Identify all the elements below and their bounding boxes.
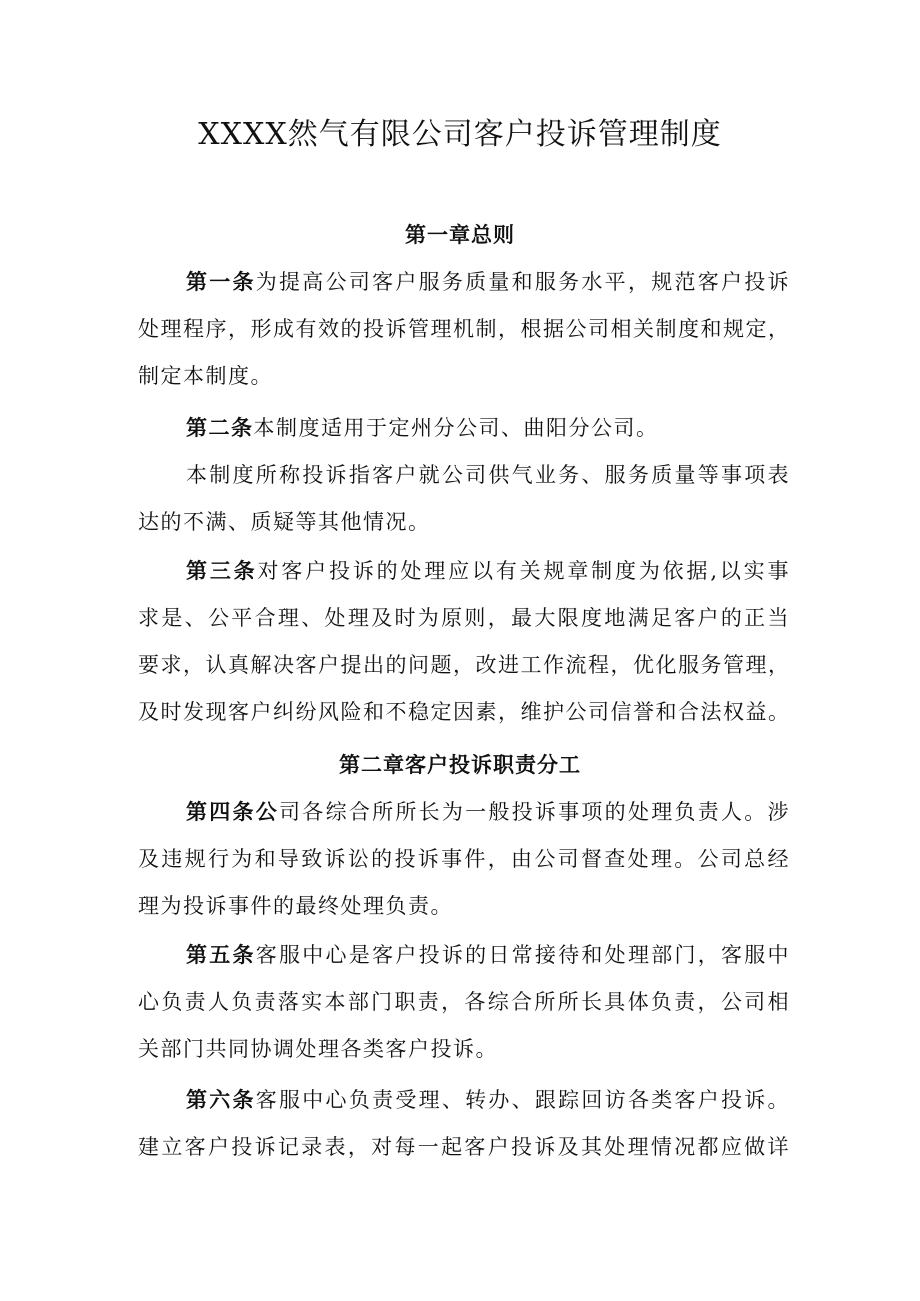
article-5-label: 第五条 [186, 942, 256, 967]
article-1-line-1 [138, 267, 790, 314]
article-2-p2-line-2: 达的不满、质疑等其他情况。 [138, 510, 431, 534]
article-5-line-1 [138, 940, 790, 987]
article-1 [138, 267, 790, 408]
article-4-line-2: 及违规行为和导致诉讼的投诉事件，由公司督查处理。公司总经 [138, 847, 790, 871]
article-6-text: 客服中心负责受理、转办、跟踪回访各类客户投诉。 [255, 1088, 790, 1112]
article-5-line-3: 关部门共同协调处理各类客户投诉。 [138, 1037, 498, 1061]
chapter-2-heading: 第二章客户投诉职责分工 [339, 752, 581, 777]
article-1-text: 为提高公司客户服务质量和服务水平，规范客户投诉 [255, 270, 790, 294]
article-6-line-1 [138, 1085, 790, 1132]
article-3-line-2: 求是、公平合理、处理及时为原则，最大限度地满足客户的正当 [138, 606, 790, 630]
article-2-text: 本制度适用于定州分公司、曲阳分公司。 [253, 416, 659, 440]
article-2-p2-line-1: 本制度所称投诉指客户就公司供气业务、服务质量等事项表 [186, 463, 790, 487]
chapter-1-heading: 第一章总则 [405, 222, 515, 247]
article-2-line-1 [138, 413, 790, 460]
article-4-label: 第四条公 [186, 799, 280, 824]
article-6 [138, 1085, 790, 1179]
article-6-line-2: 建立客户投诉记录表，对每一起客户投诉及其处理情况都应做详 [138, 1135, 790, 1159]
article-6-label: 第六条 [186, 1087, 256, 1112]
article-3-label: 第三条 [186, 558, 258, 583]
article-2-paragraph-2 [138, 460, 790, 554]
article-5-text: 客服中心是客户投诉的日常接待和处理部门，客服中 [255, 943, 790, 967]
article-1-line-2: 处理程序，形成有效的投诉管理机制，根据公司相关制度和规定， [138, 317, 791, 341]
article-4-line-3: 理为投诉事件的最终处理负责。 [138, 894, 453, 918]
article-4 [138, 797, 790, 938]
document-title: XXXX然气有限公司客户投诉管理制度 [198, 117, 722, 152]
article-3-line-3: 要求，认真解决客户提出的问题，改进工作流程，优化服务管理， [138, 653, 791, 677]
article-2 [138, 413, 790, 460]
article-1-label: 第一条 [186, 269, 256, 294]
article-3-line-4: 及时发现客户纠纷风险和不稳定因素，维护公司信誉和合法权益。 [138, 700, 791, 724]
article-3-text: 对客户投诉的处理应以有关规章制度为依据,以实事 [257, 559, 790, 583]
article-4-text: 司各综合所所长为一般投诉事项的处理负责人。涉 [279, 800, 791, 824]
article-5-line-2: 心负责人负责落实本部门职责，各综合所所长具体负责，公司相 [138, 990, 790, 1014]
article-3-line-1 [138, 556, 790, 603]
article-4-line-1 [138, 797, 790, 844]
article-2-label: 第二条 [186, 415, 254, 440]
article-3 [138, 556, 790, 744]
article-5 [138, 940, 790, 1081]
article-1-line-3: 制定本制度。 [138, 364, 273, 388]
